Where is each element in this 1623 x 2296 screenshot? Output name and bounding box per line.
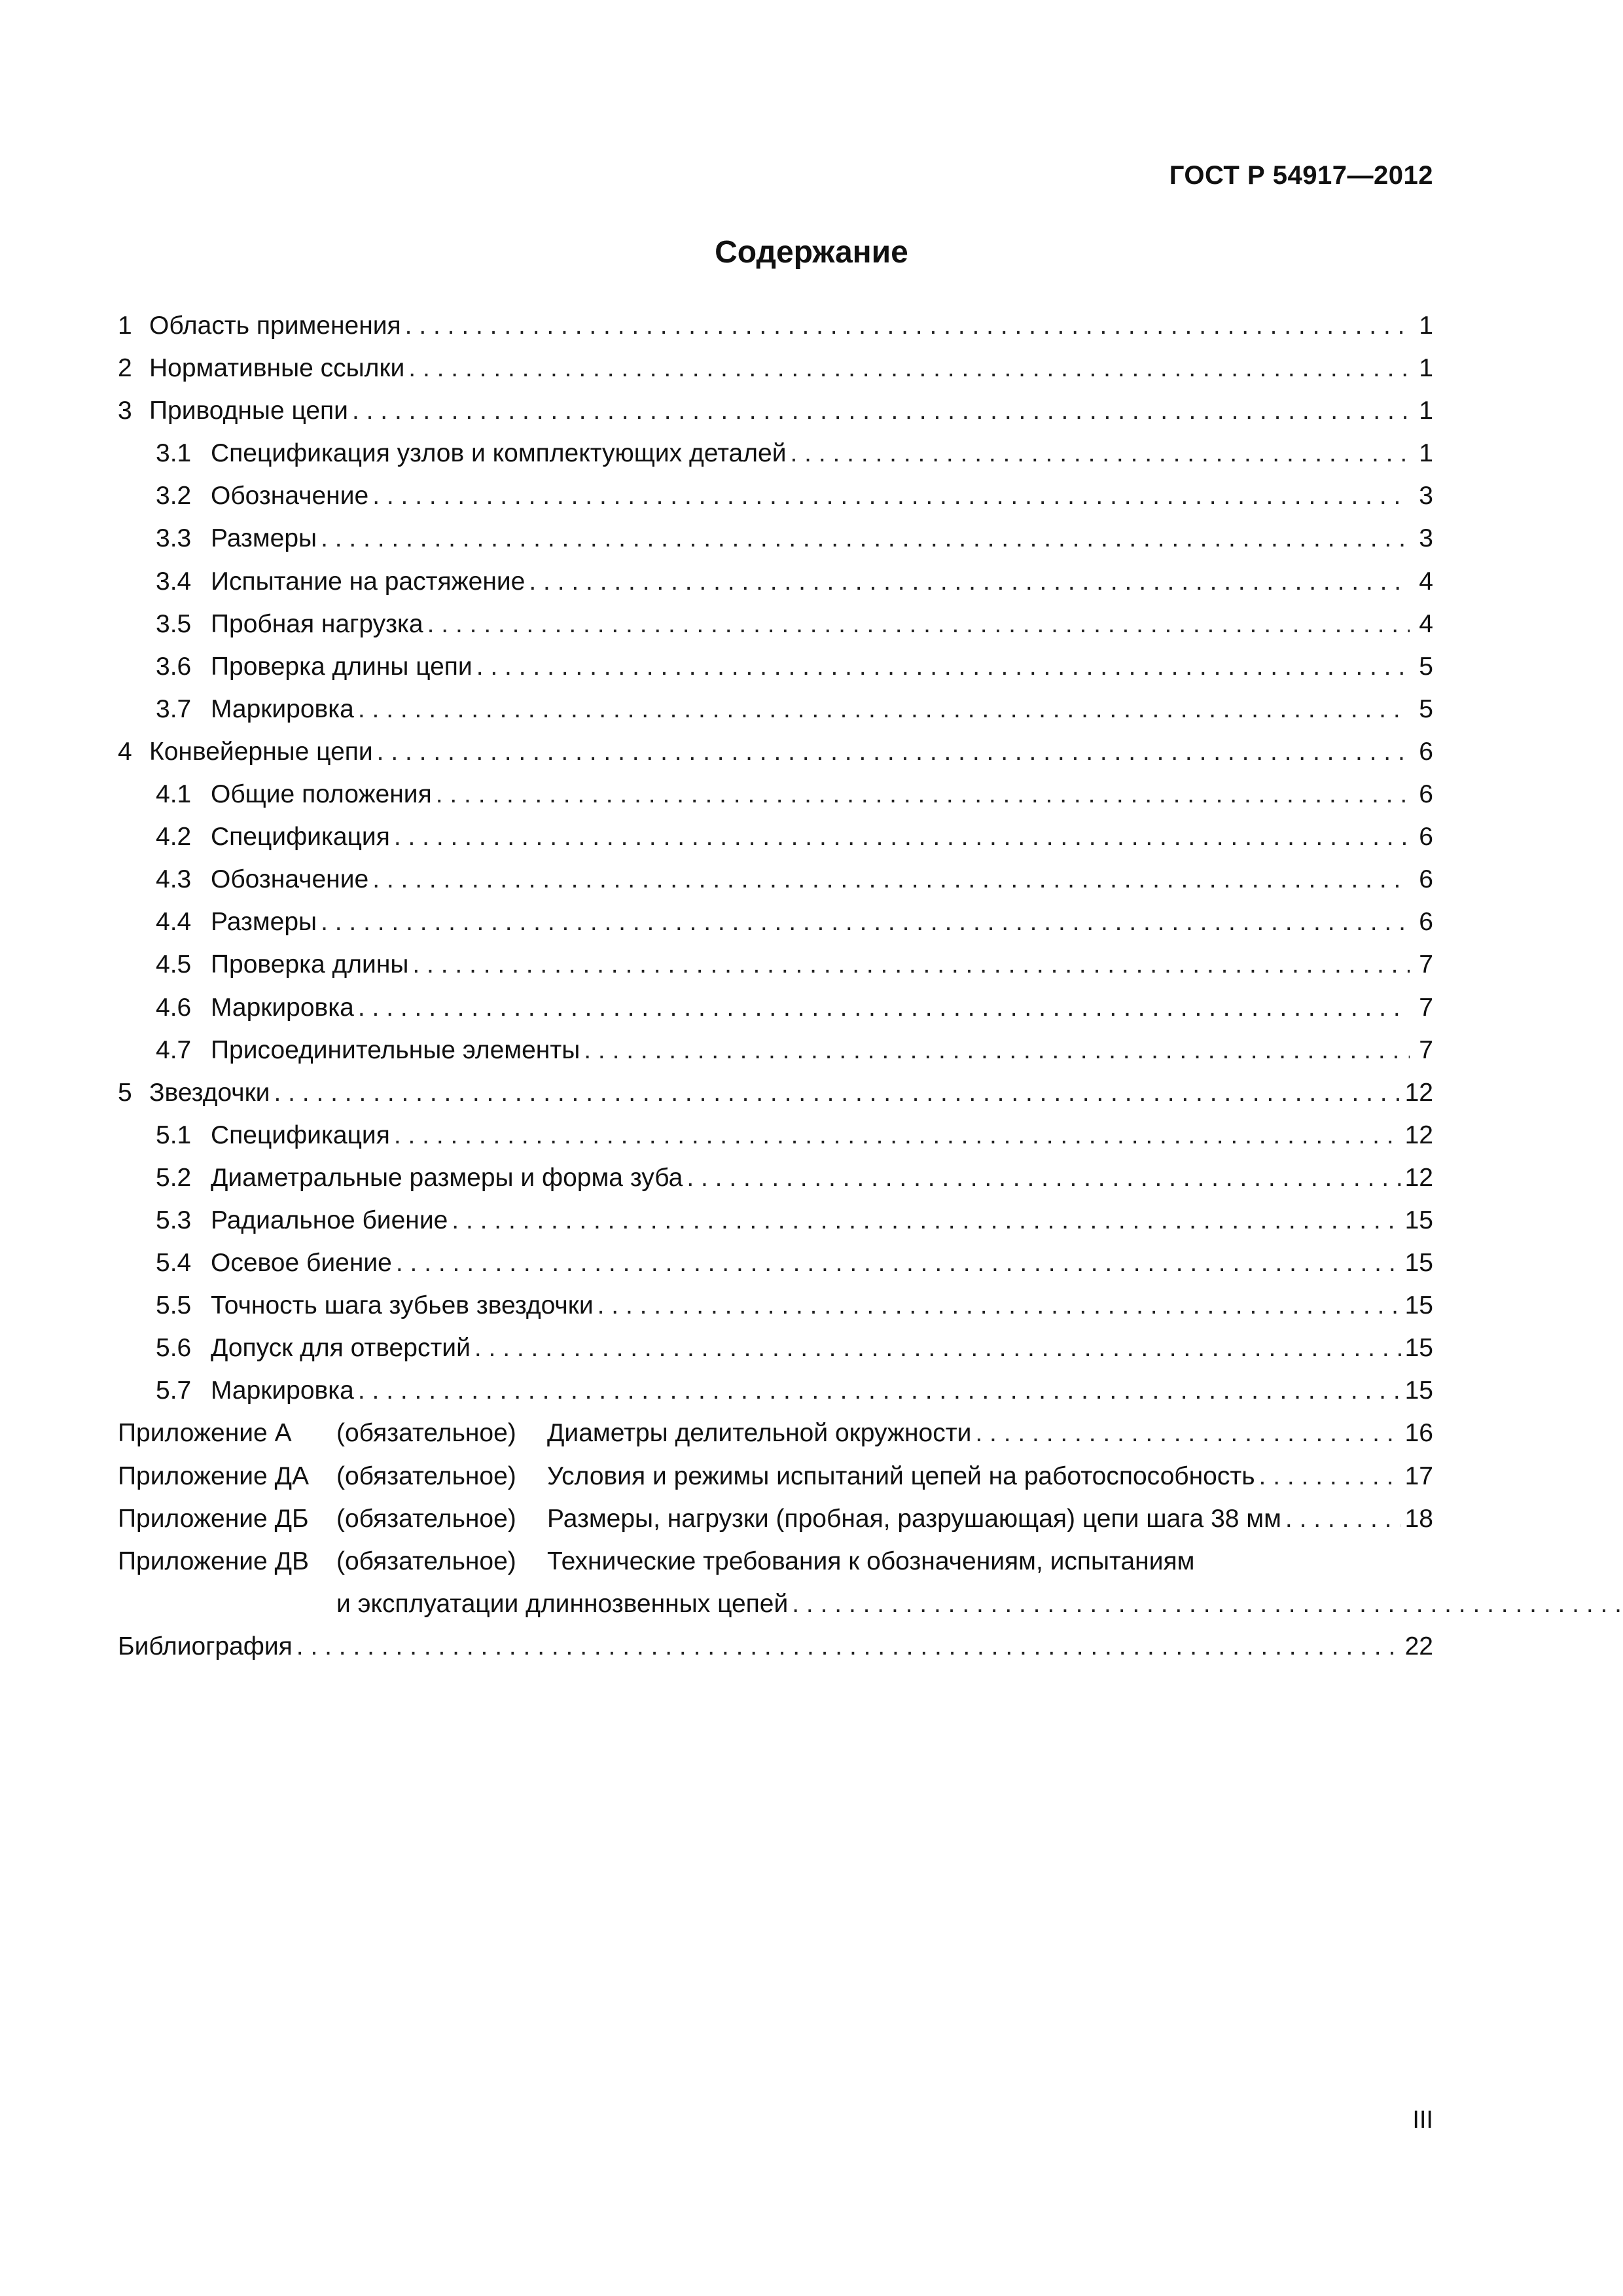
entry-page: 12 xyxy=(1404,1078,1433,1107)
appendix-label: Приложение ДВ xyxy=(118,1547,310,1575)
entry-title: Нормативные ссылки xyxy=(149,354,405,383)
appendix-label: Приложение ДБ xyxy=(118,1504,309,1533)
entry-page: 6 xyxy=(1419,823,1433,852)
toc-entry[interactable] xyxy=(118,901,1433,943)
entry-title: Размеры xyxy=(211,524,317,553)
toc-entry[interactable] xyxy=(118,943,1433,986)
appendix-title-line2-row xyxy=(118,1583,1623,1625)
entry-number: 4.2 xyxy=(156,823,192,852)
entry-title: Звездочки xyxy=(149,1078,270,1107)
entry-title: Проверка длины цепи xyxy=(211,652,473,681)
entry-page: 3 xyxy=(1419,482,1433,511)
toc-entry[interactable] xyxy=(118,1157,1433,1199)
entry-title: Спецификация узлов и комплектующих деталей xyxy=(211,439,787,468)
entry-number: 5.7 xyxy=(156,1376,192,1405)
entry-number: 4.6 xyxy=(156,993,192,1022)
entry-title: Испытание на растяжение xyxy=(211,567,526,596)
toc-appendix[interactable] xyxy=(118,1455,1433,1498)
leader-dots xyxy=(529,560,1410,603)
toc-appendix[interactable] xyxy=(118,1498,1433,1540)
entry-title: Обозначение xyxy=(211,865,369,894)
toc-entry[interactable] xyxy=(118,1369,1433,1412)
appendix-page: 16 xyxy=(1404,1419,1433,1448)
entry-page: 15 xyxy=(1404,1291,1433,1320)
entry-page: 7 xyxy=(1419,950,1433,979)
entry-number: 5.2 xyxy=(156,1163,192,1192)
toc-entry[interactable] xyxy=(118,1114,1433,1157)
toc-entry[interactable] xyxy=(118,389,1433,432)
entry-number: 4.1 xyxy=(156,780,192,809)
leader-dots xyxy=(975,1412,1400,1454)
entry-number: 4.5 xyxy=(156,950,192,979)
entry-page: 6 xyxy=(1419,865,1433,894)
toc-appendix-dv[interactable] xyxy=(118,1540,1433,1625)
leader-dots xyxy=(1259,1455,1401,1498)
entry-title: Радиальное биение xyxy=(211,1206,448,1234)
entry-page: 15 xyxy=(1404,1206,1433,1234)
leader-dots xyxy=(377,730,1410,773)
appendix-type: (обязательное) xyxy=(336,1504,516,1533)
toc-entry[interactable] xyxy=(118,517,1433,560)
leader-dots xyxy=(436,773,1410,816)
leader-dots xyxy=(476,645,1410,688)
entry-title: Присоединительные элементы xyxy=(211,1035,580,1064)
entry-number: 3.6 xyxy=(156,652,192,681)
entry-title: Общие положения xyxy=(211,780,432,809)
toc-entry[interactable] xyxy=(118,816,1433,858)
page-number: III xyxy=(1412,2106,1433,2134)
leader-dots xyxy=(408,347,1410,389)
entry-page: 1 xyxy=(1419,397,1433,425)
leader-dots xyxy=(372,858,1410,901)
leader-dots xyxy=(358,986,1410,1029)
entry-page: 15 xyxy=(1404,1249,1433,1278)
entry-page: 15 xyxy=(1404,1376,1433,1405)
toc-bibliography[interactable] xyxy=(118,1625,1433,1668)
leader-dots xyxy=(394,1114,1401,1157)
entry-page: 1 xyxy=(1419,354,1433,383)
entry-title: Допуск для отверстий xyxy=(211,1334,471,1363)
leader-dots xyxy=(274,1071,1400,1114)
entry-title: Маркировка xyxy=(211,993,354,1022)
table-of-contents xyxy=(118,304,1433,1668)
appendix-type: (обязательное) xyxy=(336,1419,516,1448)
toc-entry[interactable] xyxy=(118,347,1433,389)
entry-page: 7 xyxy=(1419,993,1433,1022)
appendix-title-block xyxy=(547,1455,1405,1498)
leader-dots xyxy=(792,1583,1619,1625)
entry-number: 4.4 xyxy=(156,908,192,937)
leader-dots xyxy=(296,1625,1401,1668)
entry-number: 3.2 xyxy=(156,482,192,511)
toc-entries xyxy=(118,304,1433,1412)
toc-entry[interactable] xyxy=(118,730,1433,773)
entry-page: 1 xyxy=(1419,439,1433,468)
toc-entry[interactable] xyxy=(118,688,1433,730)
entry-number: 4.7 xyxy=(156,1035,192,1064)
entry-number: 5.4 xyxy=(156,1249,192,1278)
leader-dots xyxy=(321,517,1410,560)
entry-title: Размеры xyxy=(211,908,317,937)
leader-dots xyxy=(1285,1498,1401,1540)
entry-title: Приводные цепи xyxy=(149,397,348,425)
entry-number: 4 xyxy=(118,737,132,766)
entry-number: 1 xyxy=(118,312,132,340)
leader-dots xyxy=(412,943,1410,986)
leader-dots xyxy=(358,1369,1401,1412)
leader-dots xyxy=(394,816,1410,858)
entry-title: Область применения xyxy=(149,312,401,340)
entry-number: 5.1 xyxy=(156,1121,192,1149)
appendix-label: Приложение А xyxy=(118,1419,292,1448)
leader-dots xyxy=(372,475,1410,517)
leader-dots xyxy=(452,1199,1400,1242)
leader-dots xyxy=(405,304,1410,347)
entry-page: 6 xyxy=(1419,780,1433,809)
toc-entry[interactable] xyxy=(118,1284,1433,1327)
entry-title: Маркировка xyxy=(211,694,354,723)
toc-appendices xyxy=(118,1412,1433,1539)
appendix-title-block xyxy=(547,1412,1405,1454)
toc-entry[interactable] xyxy=(118,986,1433,1029)
toc-entry[interactable] xyxy=(118,304,1433,347)
entry-page: 12 xyxy=(1404,1121,1433,1149)
appendix-page: 17 xyxy=(1404,1462,1433,1490)
entry-title: Спецификация xyxy=(211,1121,390,1149)
entry-number: 5.6 xyxy=(156,1334,192,1363)
leader-dots xyxy=(396,1242,1401,1284)
entry-page: 12 xyxy=(1404,1163,1433,1192)
entry-page: 15 xyxy=(1404,1334,1433,1363)
appendix-title-block xyxy=(547,1498,1405,1540)
entry-number: 3.4 xyxy=(156,567,192,596)
toc-entry[interactable] xyxy=(118,1071,1433,1114)
entry-number: 2 xyxy=(118,354,132,383)
appendix-label: Приложение ДА xyxy=(118,1462,310,1490)
entry-page: 1 xyxy=(1419,312,1433,340)
entry-page: 3 xyxy=(1419,524,1433,553)
entry-number: 5.3 xyxy=(156,1206,192,1234)
page-title: Содержание xyxy=(715,235,908,270)
entry-page: 5 xyxy=(1419,652,1433,681)
toc-entry[interactable] xyxy=(118,560,1433,603)
entry-title: Проверка длины xyxy=(211,950,409,979)
entry-number: 5.5 xyxy=(156,1291,192,1320)
entry-title: Обозначение xyxy=(211,482,369,511)
entry-page: 7 xyxy=(1419,1035,1433,1064)
appendix-title: Диаметры делительной окружности xyxy=(547,1419,972,1448)
entry-number: 3.3 xyxy=(156,524,192,553)
entry-number: 5 xyxy=(118,1078,132,1107)
leader-dots xyxy=(597,1284,1401,1327)
entry-page: 4 xyxy=(1419,609,1433,638)
appendix-type: (обязательное) xyxy=(336,1462,516,1490)
appendix-title-line2: и эксплуатации длиннозвенных цепей xyxy=(336,1589,789,1618)
entry-page: 6 xyxy=(1419,737,1433,766)
appendix-type: (обязательное) xyxy=(336,1547,516,1575)
leader-dots xyxy=(321,901,1410,943)
toc-entry[interactable] xyxy=(118,1327,1433,1369)
entry-number: 4.3 xyxy=(156,865,192,894)
entry-title: Спецификация xyxy=(211,823,390,852)
leader-dots xyxy=(352,389,1410,432)
entry-number: 3.5 xyxy=(156,609,192,638)
entry-title: Диаметральные размеры и форма зуба xyxy=(211,1163,683,1192)
toc-entry[interactable] xyxy=(118,1029,1433,1071)
leader-dots xyxy=(427,603,1410,645)
toc-entry[interactable] xyxy=(118,475,1433,517)
entry-number: 3 xyxy=(118,397,132,425)
bibliography-label: Библиография xyxy=(118,1632,293,1660)
toc-entry[interactable] xyxy=(118,1242,1433,1284)
entry-title: Пробная нагрузка xyxy=(211,609,423,638)
entry-page: 6 xyxy=(1419,908,1433,937)
appendix-title: Условия и режимы испытаний цепей на работоспособность xyxy=(547,1462,1255,1490)
leader-dots xyxy=(474,1327,1401,1369)
entry-page: 5 xyxy=(1419,694,1433,723)
appendix-page: 18 xyxy=(1404,1504,1433,1533)
toc-entry[interactable] xyxy=(118,1199,1433,1242)
entry-page: 4 xyxy=(1419,567,1433,596)
toc-appendix[interactable] xyxy=(118,1412,1433,1454)
toc-entry[interactable] xyxy=(118,603,1433,645)
toc-entry[interactable] xyxy=(118,645,1433,688)
document-code: ГОСТ Р 54917—2012 xyxy=(1169,161,1433,190)
entry-title: Осевое биение xyxy=(211,1249,392,1278)
toc-entry[interactable] xyxy=(118,432,1433,475)
bibliography-page: 22 xyxy=(1404,1632,1433,1660)
appendix-title: Размеры, нагрузки (пробная, разрушающая) цепи шага 38 мм xyxy=(547,1504,1281,1533)
entry-number: 3.7 xyxy=(156,694,192,723)
entry-title: Точность шага зубьев звездочки xyxy=(211,1291,594,1320)
appendix-title-line1: Технические требования к обозначениям, испытаниям xyxy=(547,1547,1195,1575)
toc-entry[interactable] xyxy=(118,858,1433,901)
entry-number: 3.1 xyxy=(156,439,192,468)
leader-dots xyxy=(687,1157,1400,1199)
leader-dots xyxy=(358,688,1410,730)
toc-entry[interactable] xyxy=(118,773,1433,816)
leader-dots xyxy=(584,1029,1410,1071)
entry-title: Маркировка xyxy=(211,1376,354,1405)
entry-title: Конвейерные цепи xyxy=(149,737,373,766)
leader-dots xyxy=(790,432,1410,475)
